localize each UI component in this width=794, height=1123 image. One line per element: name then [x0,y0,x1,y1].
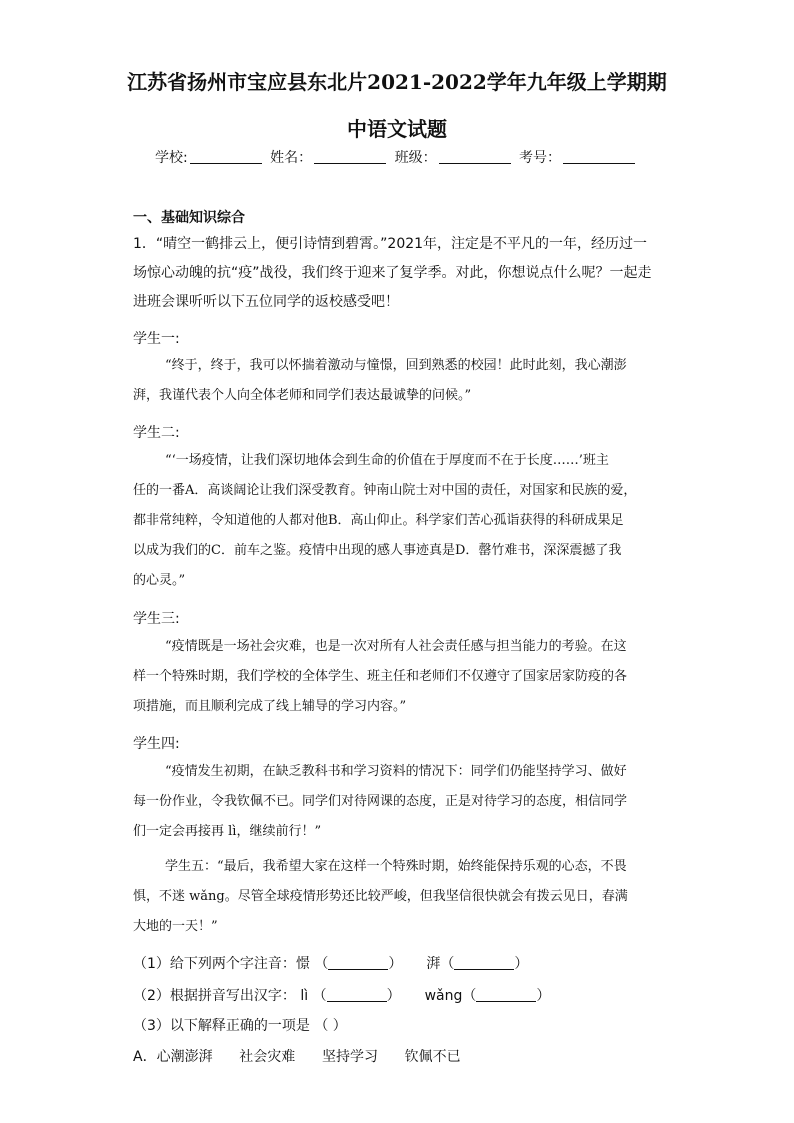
student5-text: 惧，不迷 wǎng。尽管全球疫情形势还比较严峻，但我坚信很快就会有拨云见日，春满 [133,889,628,904]
student2-text: 任的一番A．高谈阔论让我们深受教育。钟南山院士对中国的责任，对国家和民族的爱， [133,483,637,498]
number-label: 考号： [519,150,562,166]
student1-text: 湃，我谨代表个人向全体老师和同学们表达最诚挚的问候。” [133,388,472,403]
student4-text: “疫情发生初期，在缺乏教科书和学习资料的情况下：同学们仍能坚持学习、做好 [165,764,627,779]
q1-intro-line: 场惊心动魄的抗“疫”战役，我们终于迎来了复学季。对此，你想说点什么呢？一起走 [133,265,652,281]
student2-text: 的心灵。” [133,573,186,588]
school-blank[interactable] [190,149,262,164]
subq2-answer-blank-2[interactable] [476,987,536,1002]
exam-title-line2: 中语文试题 [347,117,447,141]
subq1-char2: 湃（ [426,956,455,972]
student4-text: 每一份作业，令我钦佩不已。同学们对待网课的态度，正是对待学习的态度，相信同学 [133,794,628,809]
subq2-char2: wǎng（ [424,988,477,1004]
class-blank[interactable] [439,149,511,164]
student5-text: 大地的一天！” [133,919,218,934]
class-label: 班级： [394,150,437,166]
student2-text: 以成为我们的C．前车之鉴。疫情中出现的感人事迹真是D．罄竹难书，深深震撼了我 [133,543,622,558]
subq1-prompt: （1）给下列两个字注音：憬 （ [133,956,329,972]
option-a[interactable]: A．心潮澎湃 社会灾难 坚持学习 钦佩不已 [133,1049,461,1065]
subquestion-2 [133,985,550,1005]
section-heading: 一、基础知识综合 [133,210,245,226]
subq1-answer-blank-1[interactable] [328,955,388,970]
student-info-row [0,147,794,167]
student4-text: 们一定会再接再 lì，继续前行！” [133,824,322,839]
subquestion-3: （3）以下解释正确的一项是 （ ） [133,1018,347,1034]
subq1-close-paren: ） [388,956,403,972]
student3-text: “疫情既是一场社会灾难，也是一次对所有人社会责任感与担当能力的考验。在这 [165,639,627,654]
school-label: 学校: [154,150,188,166]
exam-title-line1: 江苏省扬州市宝应县东北片2021-2022学年九年级上学期期 [127,70,667,94]
subq2-prompt: （2）根据拼音写出汉字： lì （ [133,988,327,1004]
name-label: 姓名： [270,150,313,166]
student1-label: 学生一: [133,331,180,347]
name-blank[interactable] [314,149,386,164]
subq2-answer-blank-1[interactable] [327,987,387,1002]
student5-text: 学生五：“最后，我希望大家在这样一个特殊时期，始终能保持乐观的心态，不畏 [165,859,627,874]
subq2-end-paren: ） [536,988,551,1004]
number-blank[interactable] [563,149,635,164]
student2-label: 学生二: [133,425,180,441]
q1-intro-line: 1．“晴空一鹤排云上，便引诗情到碧霄。”2021年，注定是不平凡的一年，经历过一 [133,236,648,252]
subq2-close-paren: ） [386,988,401,1004]
subq1-end-paren: ） [514,956,529,972]
q1-intro-line: 进班会课听听以下五位同学的返校感受吧！ [133,294,399,310]
subquestion-1 [133,953,528,973]
student3-label: 学生三: [133,611,180,627]
subq1-answer-blank-2[interactable] [454,955,514,970]
student3-text: 样一个特殊时期，我们学校的全体学生、班主任和老师们不仅遵守了国家居家防疫的各 [133,669,628,684]
student2-text: 都非常纯粹，令知道他的人都对他B．高山仰止。科学家们苦心孤诣获得的科研成果足 [133,513,624,528]
student1-text: “终于，终于，我可以怀揣着激动与憧憬，回到熟悉的校园！此时此刻，我心潮澎 [165,358,627,373]
student4-label: 学生四: [133,736,180,752]
student3-text: 项措施，而且顺利完成了线上辅导的学习内容。” [133,699,407,714]
student2-text: “‘一场疫情，让我们深切地体会到生命的价值在于厚度而不在于长度……’班主 [165,453,609,468]
